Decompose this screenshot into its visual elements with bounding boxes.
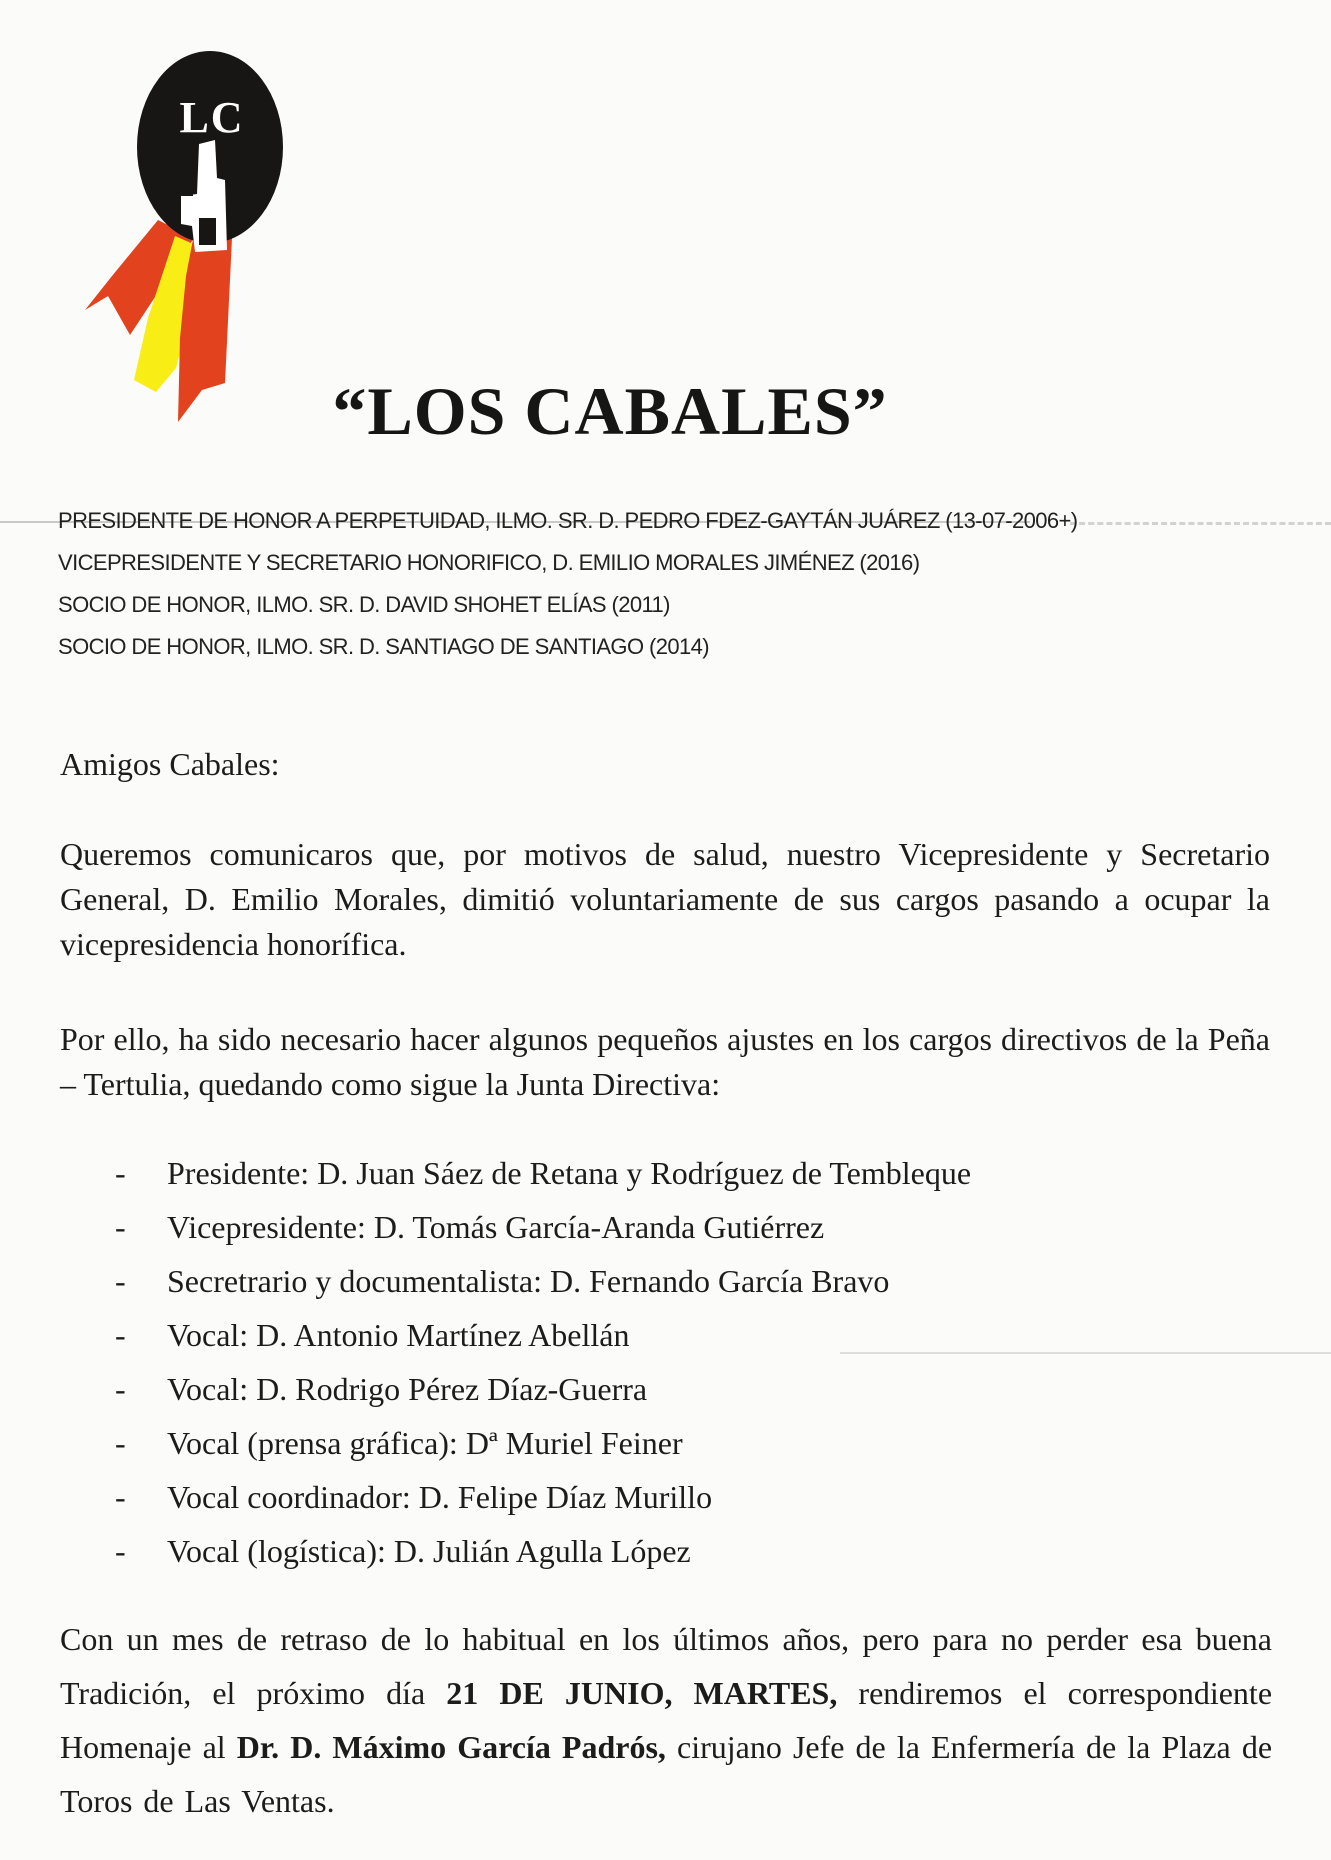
- list-bullet: -: [115, 1317, 126, 1353]
- list-bullet: -: [115, 1425, 126, 1461]
- greeting: Amigos Cabales:: [60, 746, 280, 782]
- list-item-text: Vocal (prensa gráfica): Dª Muriel Feiner: [167, 1425, 683, 1461]
- list-item-vocal-martinez: [60, 1308, 1270, 1362]
- list-bullet: -: [115, 1263, 126, 1299]
- closing-honoree-bold: Dr. D. Máximo García Padrós,: [236, 1729, 666, 1765]
- list-bullet: -: [115, 1371, 126, 1407]
- closing-text: rendiremos el correspondiente Homenaje al: [60, 1675, 1273, 1765]
- honor-line-presidente-perpetuidad: PRESIDENTE DE HONOR A PERPETUIDAD, ILMO. SR. D. PEDRO FDEZ-GAYTÁN JUÁREZ (13-07-2006+): [58, 508, 1078, 533]
- list-item-vicepresidente: [60, 1200, 1270, 1254]
- paragraph-resignation: Queremos comunicaros que, por motivos de salud, nuestro Vicepresidente y Secretario General, D. Emilio Morales, dimitió voluntariamente de sus cargos pasando a ocupar la vicepresidencia honorífica.: [60, 836, 1270, 962]
- logo-figure-notch: [199, 218, 216, 245]
- page-title: “LOS CABALES”: [332, 373, 888, 449]
- list-bullet: -: [115, 1209, 126, 1245]
- paragraph-homage-announcement: [60, 1612, 1272, 1828]
- list-bullet: -: [115, 1155, 126, 1191]
- list-item-vocal-logistica: [60, 1524, 1270, 1578]
- list-bullet: -: [115, 1533, 126, 1569]
- list-item-text: Vocal: D. Antonio Martínez Abellán: [167, 1317, 630, 1353]
- honor-line-socio-shohet: SOCIO DE HONOR, ILMO. SR. D. DAVID SHOHET ELÍAS (2011): [58, 592, 670, 617]
- list-item-text: Presidente: D. Juan Sáez de Retana y Rodríguez de Tembleque: [167, 1155, 972, 1191]
- closing-text: Con un mes de retraso de lo habitual en los últimos años, pero para no perder esa buena Tradición, el próximo día: [60, 1621, 1272, 1711]
- list-item-text: Secretrario y documentalista: D. Fernando García Bravo: [167, 1263, 890, 1299]
- list-item-text: Vocal (logística): D. Julián Agulla López: [167, 1533, 691, 1569]
- board-list: [60, 1146, 1270, 1578]
- paragraph-board-intro: Por ello, ha sido necesario hacer algunos pequeños ajustes en los cargos directivos de la Peña – Tertulia, quedando como sigue la Junta Directiva:: [60, 1021, 1270, 1102]
- list-item-vocal-coordinador: [60, 1470, 1270, 1524]
- list-item-secretario: [60, 1254, 1270, 1308]
- list-bullet: -: [115, 1479, 126, 1515]
- list-item-text: Vocal coordinador: D. Felipe Díaz Murillo: [167, 1479, 713, 1515]
- closing-date-bold: 21 DE JUNIO, MARTES,: [446, 1675, 838, 1711]
- list-item-text: Vicepresidente: D. Tomás García-Aranda Gutiérrez: [167, 1209, 825, 1245]
- honor-line-socio-santiago: SOCIO DE HONOR, ILMO. SR. D. SANTIAGO DE SANTIAGO (2014): [58, 634, 709, 659]
- logo-monogram: LC: [179, 93, 245, 142]
- list-item-vocal-perez: [60, 1362, 1270, 1416]
- list-item-text: Vocal: D. Rodrigo Pérez Díaz-Guerra: [167, 1371, 648, 1407]
- list-item-presidente: [60, 1146, 1270, 1200]
- logo-figure-notch: [182, 188, 193, 196]
- honor-line-vicepresidente-honorifico: VICEPRESIDENTE Y SECRETARIO HONORIFICO, D. EMILIO MORALES JIMÉNEZ (2016): [58, 550, 920, 575]
- closing-text: cirujano Jefe de la Enfermería de la Plaza de Toros de Las Ventas.: [60, 1729, 1273, 1819]
- honorary-members-block: [58, 500, 1298, 668]
- list-item-vocal-prensa: [60, 1416, 1270, 1470]
